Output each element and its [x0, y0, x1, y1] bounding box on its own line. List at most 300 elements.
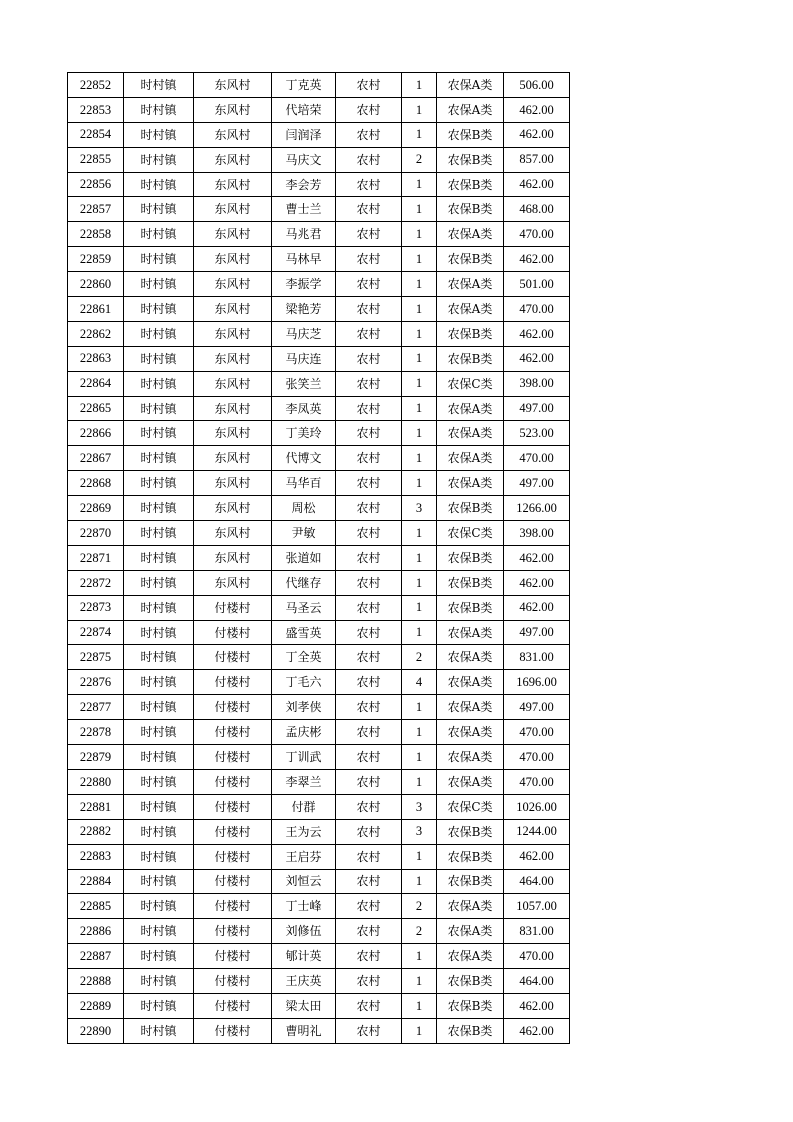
- insurance-category-cell: 农保B类: [437, 844, 504, 869]
- village-cell: 东风村: [194, 197, 272, 222]
- person-count-cell: 1: [402, 346, 437, 371]
- person-count-cell: 1: [402, 371, 437, 396]
- town-cell: 时村镇: [124, 570, 194, 595]
- household-type-cell: 农村: [336, 794, 402, 819]
- record-id-cell: 22861: [68, 297, 124, 322]
- name-cell: 马庆文: [272, 147, 336, 172]
- amount-cell: 497.00: [504, 471, 570, 496]
- insurance-category-cell: 农保A类: [437, 720, 504, 745]
- town-cell: 时村镇: [124, 869, 194, 894]
- table-row: [68, 670, 570, 695]
- insurance-category-cell: 农保A类: [437, 919, 504, 944]
- name-cell: 丁训武: [272, 745, 336, 770]
- village-cell: 付楼村: [194, 720, 272, 745]
- table-row: [68, 819, 570, 844]
- amount-cell: 462.00: [504, 247, 570, 272]
- town-cell: 时村镇: [124, 172, 194, 197]
- household-type-cell: 农村: [336, 297, 402, 322]
- amount-cell: 398.00: [504, 371, 570, 396]
- town-cell: 时村镇: [124, 745, 194, 770]
- person-count-cell: 1: [402, 1018, 437, 1043]
- insurance-category-cell: 农保B类: [437, 819, 504, 844]
- person-count-cell: 1: [402, 197, 437, 222]
- amount-cell: 1266.00: [504, 496, 570, 521]
- town-cell: 时村镇: [124, 969, 194, 994]
- town-cell: 时村镇: [124, 819, 194, 844]
- table-row: [68, 944, 570, 969]
- record-id-cell: 22866: [68, 421, 124, 446]
- village-cell: 付楼村: [194, 794, 272, 819]
- record-id-cell: 22878: [68, 720, 124, 745]
- village-cell: 付楼村: [194, 894, 272, 919]
- name-cell: 代继存: [272, 570, 336, 595]
- name-cell: 马圣云: [272, 595, 336, 620]
- insurance-category-cell: 农保A类: [437, 769, 504, 794]
- record-id-cell: 22852: [68, 73, 124, 98]
- village-cell: 付楼村: [194, 969, 272, 994]
- table-row: [68, 919, 570, 944]
- town-cell: 时村镇: [124, 122, 194, 147]
- insurance-category-cell: 农保B类: [437, 545, 504, 570]
- town-cell: 时村镇: [124, 272, 194, 297]
- record-id-cell: 22885: [68, 894, 124, 919]
- record-id-cell: 22887: [68, 944, 124, 969]
- person-count-cell: 1: [402, 172, 437, 197]
- record-id-cell: 22873: [68, 595, 124, 620]
- household-type-cell: 农村: [336, 869, 402, 894]
- person-count-cell: 1: [402, 570, 437, 595]
- record-id-cell: 22854: [68, 122, 124, 147]
- insurance-category-cell: 农保B类: [437, 496, 504, 521]
- town-cell: 时村镇: [124, 346, 194, 371]
- name-cell: 马庆连: [272, 346, 336, 371]
- household-type-cell: 农村: [336, 595, 402, 620]
- name-cell: 张笑兰: [272, 371, 336, 396]
- record-id-cell: 22860: [68, 272, 124, 297]
- name-cell: 丁克英: [272, 73, 336, 98]
- village-cell: 付楼村: [194, 695, 272, 720]
- amount-cell: 523.00: [504, 421, 570, 446]
- town-cell: 时村镇: [124, 297, 194, 322]
- amount-cell: 464.00: [504, 869, 570, 894]
- name-cell: 周松: [272, 496, 336, 521]
- town-cell: 时村镇: [124, 222, 194, 247]
- town-cell: 时村镇: [124, 695, 194, 720]
- household-type-cell: 农村: [336, 720, 402, 745]
- town-cell: 时村镇: [124, 993, 194, 1018]
- table-row: [68, 147, 570, 172]
- table-row: [68, 122, 570, 147]
- name-cell: 孟庆彬: [272, 720, 336, 745]
- amount-cell: 470.00: [504, 745, 570, 770]
- table-row: [68, 645, 570, 670]
- insurance-category-cell: 农保A类: [437, 272, 504, 297]
- household-type-cell: 农村: [336, 545, 402, 570]
- insurance-category-cell: 农保A类: [437, 944, 504, 969]
- amount-cell: 398.00: [504, 521, 570, 546]
- town-cell: 时村镇: [124, 496, 194, 521]
- table-row: [68, 73, 570, 98]
- town-cell: 时村镇: [124, 73, 194, 98]
- record-id-cell: 22864: [68, 371, 124, 396]
- amount-cell: 506.00: [504, 73, 570, 98]
- insurance-category-cell: 农保A类: [437, 645, 504, 670]
- person-count-cell: 1: [402, 97, 437, 122]
- village-cell: 东风村: [194, 272, 272, 297]
- amount-cell: 462.00: [504, 172, 570, 197]
- amount-cell: 468.00: [504, 197, 570, 222]
- insurance-category-cell: 农保A类: [437, 670, 504, 695]
- person-count-cell: 1: [402, 421, 437, 446]
- household-type-cell: 农村: [336, 919, 402, 944]
- household-type-cell: 农村: [336, 993, 402, 1018]
- table-row: [68, 570, 570, 595]
- person-count-cell: 2: [402, 645, 437, 670]
- record-id-cell: 22879: [68, 745, 124, 770]
- town-cell: 时村镇: [124, 545, 194, 570]
- person-count-cell: 1: [402, 620, 437, 645]
- person-count-cell: 1: [402, 944, 437, 969]
- household-type-cell: 农村: [336, 969, 402, 994]
- household-type-cell: 农村: [336, 620, 402, 645]
- village-cell: 东风村: [194, 297, 272, 322]
- name-cell: 梁太田: [272, 993, 336, 1018]
- table-row: [68, 496, 570, 521]
- insurance-category-cell: 农保B类: [437, 122, 504, 147]
- person-count-cell: 1: [402, 720, 437, 745]
- household-type-cell: 农村: [336, 147, 402, 172]
- village-cell: 东风村: [194, 371, 272, 396]
- household-type-cell: 农村: [336, 894, 402, 919]
- town-cell: 时村镇: [124, 919, 194, 944]
- record-id-cell: 22877: [68, 695, 124, 720]
- village-cell: 付楼村: [194, 645, 272, 670]
- amount-cell: 462.00: [504, 844, 570, 869]
- person-count-cell: 1: [402, 247, 437, 272]
- town-cell: 时村镇: [124, 720, 194, 745]
- insurance-category-cell: 农保B类: [437, 570, 504, 595]
- village-cell: 东风村: [194, 147, 272, 172]
- amount-cell: 857.00: [504, 147, 570, 172]
- household-type-cell: 农村: [336, 321, 402, 346]
- table-row: [68, 769, 570, 794]
- amount-cell: 462.00: [504, 1018, 570, 1043]
- household-type-cell: 农村: [336, 371, 402, 396]
- name-cell: 王为云: [272, 819, 336, 844]
- person-count-cell: 2: [402, 147, 437, 172]
- insurance-category-cell: 农保B类: [437, 197, 504, 222]
- person-count-cell: 1: [402, 969, 437, 994]
- town-cell: 时村镇: [124, 371, 194, 396]
- record-id-cell: 22869: [68, 496, 124, 521]
- village-cell: 东风村: [194, 122, 272, 147]
- person-count-cell: 2: [402, 894, 437, 919]
- name-cell: 丁全英: [272, 645, 336, 670]
- name-cell: 李会芳: [272, 172, 336, 197]
- person-count-cell: 1: [402, 446, 437, 471]
- name-cell: 王启芬: [272, 844, 336, 869]
- person-count-cell: 1: [402, 844, 437, 869]
- village-cell: 付楼村: [194, 1018, 272, 1043]
- amount-cell: 462.00: [504, 545, 570, 570]
- insurance-category-cell: 农保A类: [437, 97, 504, 122]
- record-id-cell: 22857: [68, 197, 124, 222]
- person-count-cell: 3: [402, 819, 437, 844]
- amount-cell: 1026.00: [504, 794, 570, 819]
- insurance-category-cell: 农保A类: [437, 695, 504, 720]
- town-cell: 时村镇: [124, 396, 194, 421]
- town-cell: 时村镇: [124, 97, 194, 122]
- village-cell: 东风村: [194, 222, 272, 247]
- amount-cell: 1696.00: [504, 670, 570, 695]
- village-cell: 付楼村: [194, 670, 272, 695]
- name-cell: 曹士兰: [272, 197, 336, 222]
- name-cell: 闫润泽: [272, 122, 336, 147]
- person-count-cell: 1: [402, 993, 437, 1018]
- village-cell: 东风村: [194, 346, 272, 371]
- person-count-cell: 1: [402, 122, 437, 147]
- amount-cell: 470.00: [504, 297, 570, 322]
- person-count-cell: 1: [402, 695, 437, 720]
- household-type-cell: 农村: [336, 421, 402, 446]
- table-row: [68, 172, 570, 197]
- record-id-cell: 22863: [68, 346, 124, 371]
- name-cell: 付群: [272, 794, 336, 819]
- name-cell: 刘修伍: [272, 919, 336, 944]
- insurance-category-cell: 农保A类: [437, 297, 504, 322]
- household-type-cell: 农村: [336, 122, 402, 147]
- table-row: [68, 321, 570, 346]
- record-id-cell: 22865: [68, 396, 124, 421]
- record-id-cell: 22882: [68, 819, 124, 844]
- household-type-cell: 农村: [336, 1018, 402, 1043]
- table-row: [68, 969, 570, 994]
- town-cell: 时村镇: [124, 944, 194, 969]
- name-cell: 梁艳芳: [272, 297, 336, 322]
- name-cell: 马华百: [272, 471, 336, 496]
- person-count-cell: 1: [402, 297, 437, 322]
- record-id-cell: 22876: [68, 670, 124, 695]
- name-cell: 马兆君: [272, 222, 336, 247]
- village-cell: 东风村: [194, 496, 272, 521]
- insurance-category-cell: 农保B类: [437, 247, 504, 272]
- insurance-category-cell: 农保B类: [437, 1018, 504, 1043]
- name-cell: 代培荣: [272, 97, 336, 122]
- amount-cell: 470.00: [504, 769, 570, 794]
- village-cell: 东风村: [194, 521, 272, 546]
- town-cell: 时村镇: [124, 645, 194, 670]
- household-type-cell: 农村: [336, 247, 402, 272]
- record-id-cell: 22853: [68, 97, 124, 122]
- table-row: [68, 421, 570, 446]
- amount-cell: 470.00: [504, 222, 570, 247]
- town-cell: 时村镇: [124, 197, 194, 222]
- record-id-cell: 22884: [68, 869, 124, 894]
- record-id-cell: 22886: [68, 919, 124, 944]
- amount-cell: 501.00: [504, 272, 570, 297]
- record-id-cell: 22872: [68, 570, 124, 595]
- insurance-category-cell: 农保B类: [437, 993, 504, 1018]
- person-count-cell: 3: [402, 794, 437, 819]
- amount-cell: 470.00: [504, 446, 570, 471]
- record-id-cell: 22868: [68, 471, 124, 496]
- name-cell: 尹敏: [272, 521, 336, 546]
- town-cell: 时村镇: [124, 794, 194, 819]
- village-cell: 付楼村: [194, 745, 272, 770]
- person-count-cell: 1: [402, 545, 437, 570]
- household-type-cell: 农村: [336, 73, 402, 98]
- amount-cell: 497.00: [504, 396, 570, 421]
- person-count-cell: 1: [402, 769, 437, 794]
- insurance-category-cell: 农保A类: [437, 620, 504, 645]
- amount-cell: 462.00: [504, 570, 570, 595]
- person-count-cell: 2: [402, 919, 437, 944]
- table-row: [68, 869, 570, 894]
- table-row: [68, 197, 570, 222]
- amount-cell: 462.00: [504, 595, 570, 620]
- village-cell: 东风村: [194, 446, 272, 471]
- person-count-cell: 1: [402, 222, 437, 247]
- table-row: [68, 97, 570, 122]
- table-row: [68, 247, 570, 272]
- name-cell: 丁毛六: [272, 670, 336, 695]
- household-type-cell: 农村: [336, 346, 402, 371]
- town-cell: 时村镇: [124, 421, 194, 446]
- amount-cell: 462.00: [504, 122, 570, 147]
- table-row: [68, 222, 570, 247]
- record-id-cell: 22858: [68, 222, 124, 247]
- household-type-cell: 农村: [336, 745, 402, 770]
- record-id-cell: 22870: [68, 521, 124, 546]
- village-cell: 付楼村: [194, 595, 272, 620]
- household-type-cell: 农村: [336, 819, 402, 844]
- name-cell: 刘孝侠: [272, 695, 336, 720]
- table-row: [68, 272, 570, 297]
- household-type-cell: 农村: [336, 471, 402, 496]
- record-id-cell: 22881: [68, 794, 124, 819]
- village-cell: 东风村: [194, 396, 272, 421]
- table-row: [68, 346, 570, 371]
- record-id-cell: 22875: [68, 645, 124, 670]
- name-cell: 代博文: [272, 446, 336, 471]
- person-count-cell: 1: [402, 396, 437, 421]
- village-cell: 东风村: [194, 471, 272, 496]
- household-type-cell: 农村: [336, 272, 402, 297]
- table-row: [68, 620, 570, 645]
- record-id-cell: 22874: [68, 620, 124, 645]
- household-type-cell: 农村: [336, 197, 402, 222]
- household-type-cell: 农村: [336, 645, 402, 670]
- name-cell: 曹明礼: [272, 1018, 336, 1043]
- person-count-cell: 1: [402, 745, 437, 770]
- table-row: [68, 521, 570, 546]
- name-cell: 丁士峰: [272, 894, 336, 919]
- town-cell: 时村镇: [124, 247, 194, 272]
- table-row: [68, 396, 570, 421]
- person-count-cell: 4: [402, 670, 437, 695]
- records-table: [67, 72, 570, 1044]
- amount-cell: 462.00: [504, 321, 570, 346]
- insurance-category-cell: 农保A类: [437, 446, 504, 471]
- amount-cell: 497.00: [504, 695, 570, 720]
- town-cell: 时村镇: [124, 670, 194, 695]
- household-type-cell: 农村: [336, 844, 402, 869]
- name-cell: 李凤英: [272, 396, 336, 421]
- amount-cell: 1244.00: [504, 819, 570, 844]
- person-count-cell: 1: [402, 869, 437, 894]
- town-cell: 时村镇: [124, 769, 194, 794]
- record-id-cell: 22888: [68, 969, 124, 994]
- records-table-body: [68, 73, 570, 1044]
- person-count-cell: 1: [402, 521, 437, 546]
- insurance-category-cell: 农保B类: [437, 147, 504, 172]
- insurance-category-cell: 农保C类: [437, 521, 504, 546]
- insurance-category-cell: 农保A类: [437, 421, 504, 446]
- name-cell: 李振学: [272, 272, 336, 297]
- amount-cell: 462.00: [504, 97, 570, 122]
- record-id-cell: 22856: [68, 172, 124, 197]
- name-cell: 郇计英: [272, 944, 336, 969]
- household-type-cell: 农村: [336, 496, 402, 521]
- amount-cell: 1057.00: [504, 894, 570, 919]
- household-type-cell: 农村: [336, 172, 402, 197]
- table-row: [68, 993, 570, 1018]
- town-cell: 时村镇: [124, 147, 194, 172]
- table-row: [68, 297, 570, 322]
- insurance-category-cell: 农保B类: [437, 346, 504, 371]
- table-row: [68, 894, 570, 919]
- household-type-cell: 农村: [336, 944, 402, 969]
- table-row: [68, 371, 570, 396]
- insurance-category-cell: 农保A类: [437, 222, 504, 247]
- amount-cell: 462.00: [504, 346, 570, 371]
- insurance-category-cell: 农保B类: [437, 969, 504, 994]
- amount-cell: 462.00: [504, 993, 570, 1018]
- amount-cell: 831.00: [504, 645, 570, 670]
- village-cell: 东风村: [194, 73, 272, 98]
- village-cell: 付楼村: [194, 869, 272, 894]
- village-cell: 付楼村: [194, 993, 272, 1018]
- table-row: [68, 446, 570, 471]
- table-row: [68, 695, 570, 720]
- insurance-category-cell: 农保C类: [437, 371, 504, 396]
- household-type-cell: 农村: [336, 695, 402, 720]
- household-type-cell: 农村: [336, 521, 402, 546]
- amount-cell: 497.00: [504, 620, 570, 645]
- table-row: [68, 794, 570, 819]
- record-id-cell: 22880: [68, 769, 124, 794]
- household-type-cell: 农村: [336, 97, 402, 122]
- insurance-category-cell: 农保A类: [437, 73, 504, 98]
- table-row: [68, 595, 570, 620]
- record-id-cell: 22855: [68, 147, 124, 172]
- town-cell: 时村镇: [124, 595, 194, 620]
- record-id-cell: 22883: [68, 844, 124, 869]
- village-cell: 东风村: [194, 97, 272, 122]
- village-cell: 付楼村: [194, 944, 272, 969]
- insurance-category-cell: 农保B类: [437, 869, 504, 894]
- village-cell: 东风村: [194, 421, 272, 446]
- table-row: [68, 745, 570, 770]
- insurance-category-cell: 农保A类: [437, 471, 504, 496]
- person-count-cell: 1: [402, 595, 437, 620]
- amount-cell: 470.00: [504, 720, 570, 745]
- record-id-cell: 22889: [68, 993, 124, 1018]
- insurance-category-cell: 农保A类: [437, 894, 504, 919]
- village-cell: 东风村: [194, 172, 272, 197]
- household-type-cell: 农村: [336, 222, 402, 247]
- table-row: [68, 1018, 570, 1043]
